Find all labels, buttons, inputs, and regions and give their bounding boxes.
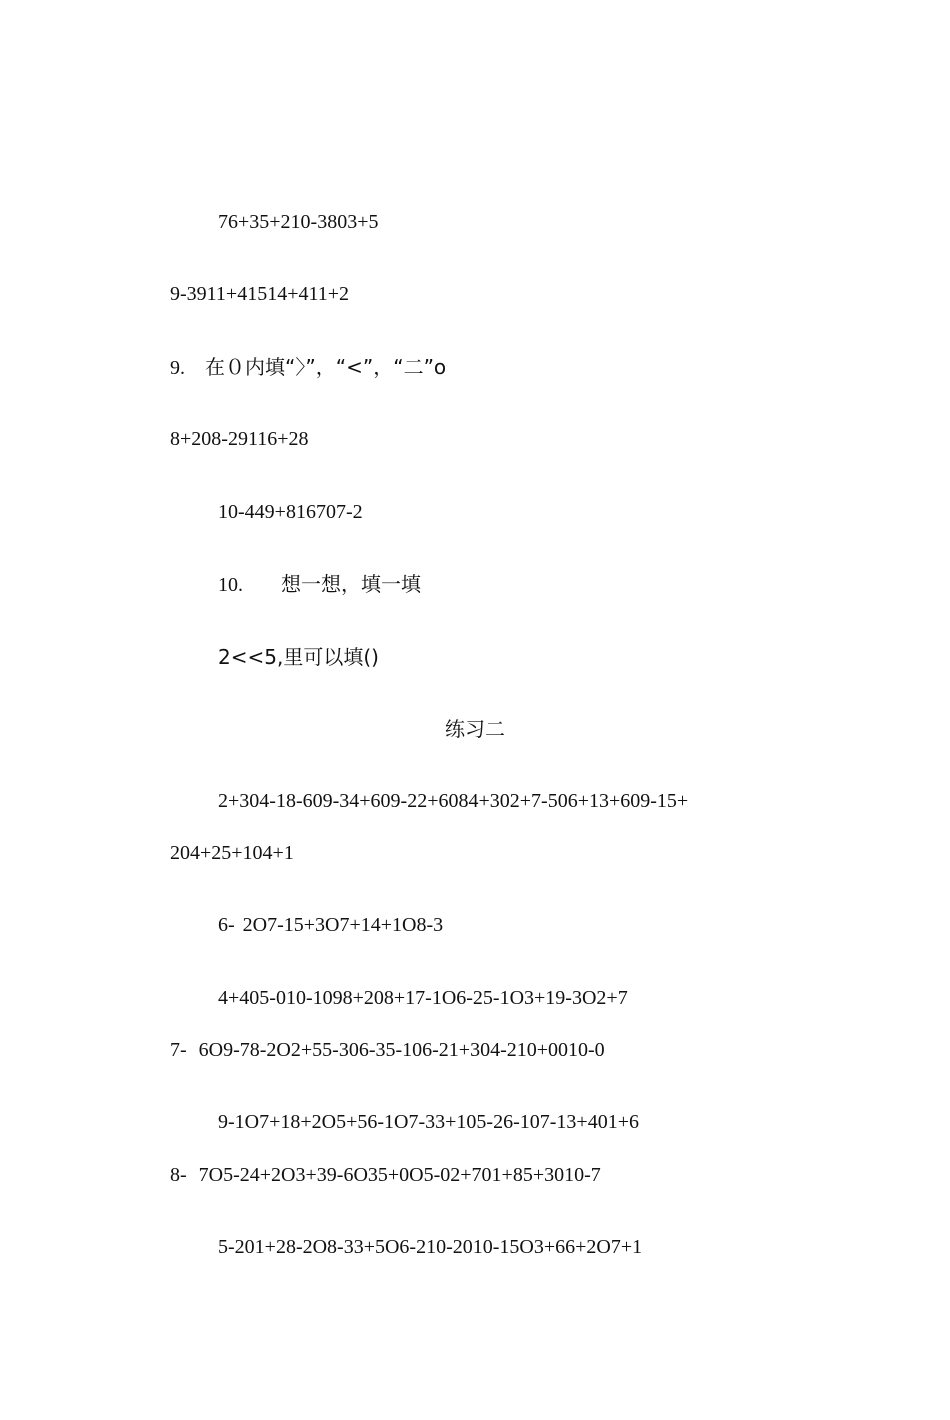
- text-line: 9-3911+41514+411+2: [170, 283, 350, 305]
- text-line: 8+208-29116+28: [170, 428, 309, 450]
- question-text: 在０内填“〉”，“<”，“二”o: [205, 355, 447, 379]
- question-text: 6O9-78-2O2+55-306-35-106-21+304-210+0010-0: [198, 1039, 605, 1061]
- text-line: 204+25+104+1: [170, 842, 294, 864]
- question-9: [170, 355, 446, 380]
- text-line: 9-1O7+18+2O5+56-1O7-33+105-26-107-13+401+6: [218, 1111, 639, 1133]
- text-line: 2<<5,里可以填(): [218, 645, 379, 669]
- question-8: [170, 1163, 601, 1187]
- question-text: 7O5-24+2O3+39-6O35+0O5-02+701+85+3010-7: [198, 1164, 601, 1186]
- text-line: 76+35+210-3803+5: [218, 211, 379, 233]
- question-number: 10.: [218, 574, 243, 596]
- question-number: 8-: [170, 1164, 187, 1186]
- question-number: 6-: [218, 914, 235, 936]
- question-number: 7-: [170, 1039, 187, 1061]
- text-line: 5-201+28-2O8-33+5O6-210-2010-15O3+66+2O7+1: [218, 1236, 643, 1258]
- question-text: 想一想，填一填: [281, 572, 421, 596]
- question-text: 2O7-15+3O7+14+1O8-3: [242, 914, 444, 936]
- text-line: 10-449+816707-2: [218, 501, 363, 523]
- section-title: 练习二: [445, 717, 505, 741]
- question-6: [218, 913, 443, 937]
- question-number: 9.: [170, 357, 185, 379]
- question-10: [218, 572, 421, 597]
- question-7: [170, 1038, 605, 1062]
- text-line: 2+304-18-609-34+609-22+6084+302+7-506+13+609-15+: [218, 790, 689, 812]
- text-line: 4+405-010-1098+208+17-1O6-25-1O3+19-3O2+7: [218, 987, 628, 1009]
